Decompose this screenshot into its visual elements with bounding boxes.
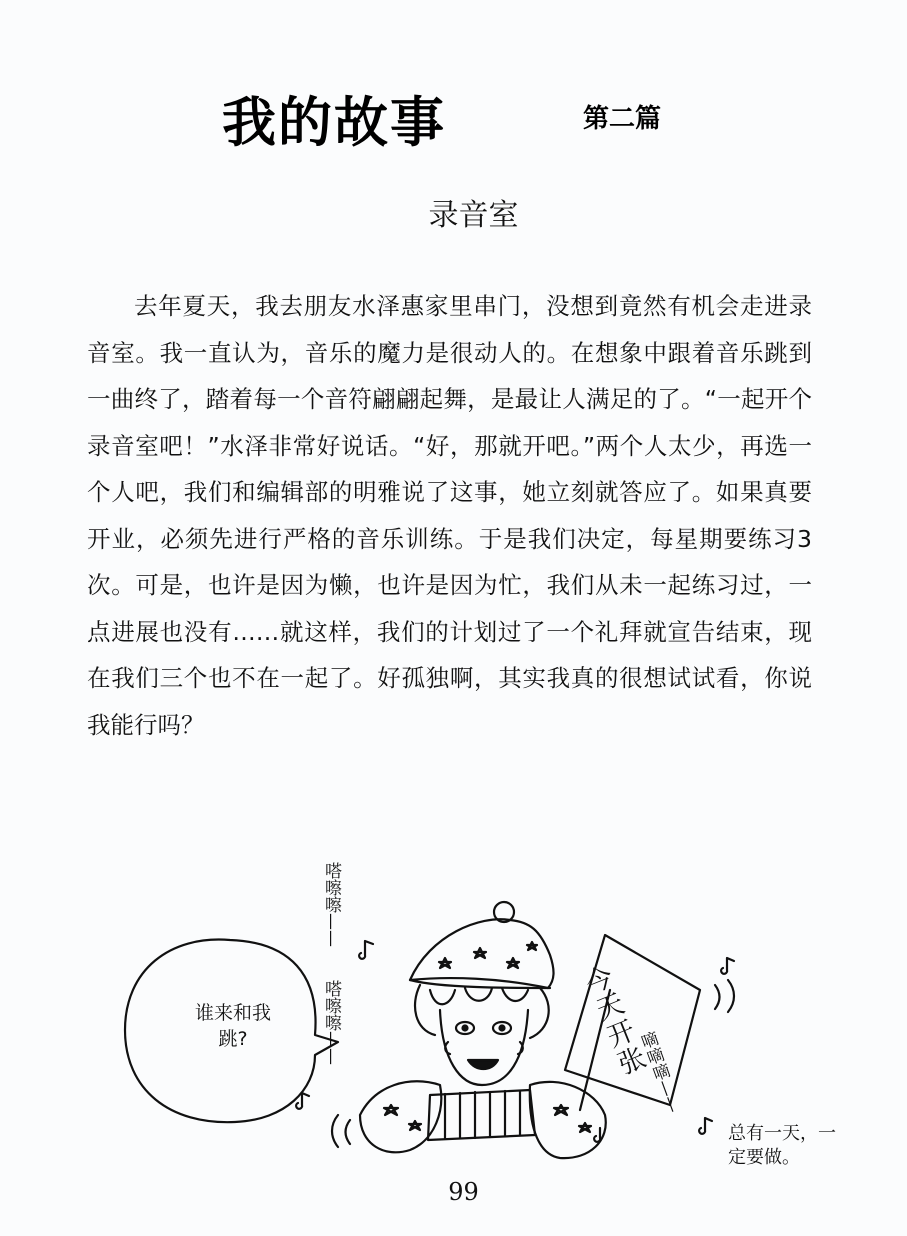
story-body: 去年夏天，我去朋友水泽惠家里串门，没想到竟然有机会走进录音室。我一直认为，音乐的魔力是很动人的。在想象中跟着音乐跳到一曲终了，踏着每一个音符翩翩起舞，是最让人满足的了。“一起开个录音室吧！”水泽非常好说话。“好，那就开吧。”两个人太少，再选一个人吧，我们和编辑部的明雅说了这事，她立刻就答应了。如果真要开业，必须先进行严格的音乐训练。于是我们决定，每星期要练习3次。可是，也许是因为懒，也许是因为忙，我们从未一起练习过，一点进展也没有……就这样，我们的计划过了一个礼拜就宣告结束，现在我们三个也不在一起了。好孤独啊，其实我真的很想试试看，你说我能行吗？ <box>87 292 812 739</box>
section-heading: 我的故事 <box>222 91 446 154</box>
sound-effect-left-1: 嗒嚓嚓—— <box>321 862 341 947</box>
face <box>440 1010 528 1085</box>
sound-effect-right: 嘀嘀嘀—— <box>635 1029 683 1116</box>
speech-bubble-text: 谁来和我跳? <box>194 1002 271 1050</box>
sound-effect-left-2: 嗒嚓嚓—— <box>321 980 341 1065</box>
illustration-caption: 总有一天，一定要做。 <box>728 1123 836 1168</box>
section-part-label: 第二篇 <box>583 104 662 134</box>
page-number: 99 <box>448 1178 479 1206</box>
story-title: 录音室 <box>428 198 519 233</box>
banner-text: 今天开张 <box>576 961 649 1082</box>
